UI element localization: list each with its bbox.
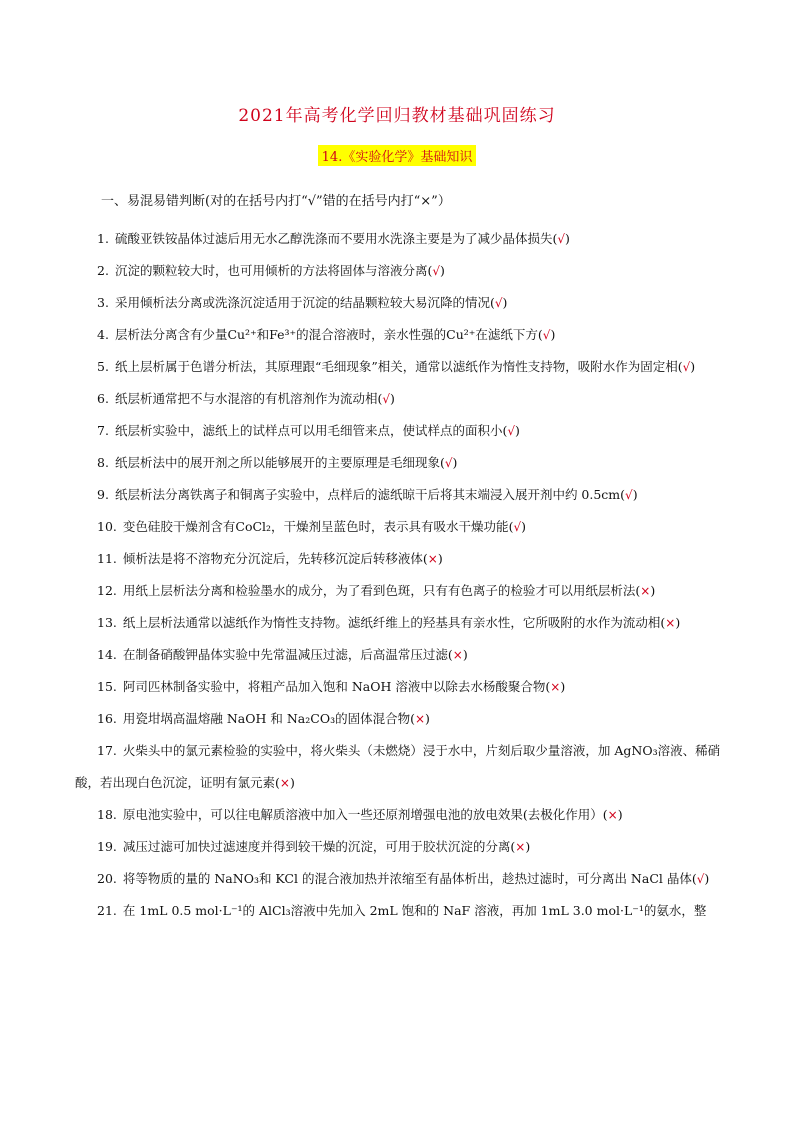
check-mark: √ [432, 264, 440, 278]
question-number: 6. [97, 391, 109, 406]
section-subtitle: 14.《实验化学》基础知识 [318, 145, 477, 166]
question-number: 3. [97, 295, 109, 310]
question-number: 15. [97, 679, 117, 694]
question-item [75, 895, 725, 927]
answer-parentheses: (√) [439, 455, 458, 470]
check-mark: √ [542, 328, 551, 342]
question-text: 阿司匹林制备实验中，将粗产品加入饱和 NaOH 溶液中以除去水杨酸聚合物 [122, 679, 546, 694]
question-text: 纸层析法分离铁离子和铜离子实验中，点样后的滤纸晾干后将其末端浸入展开剂中约 0.5cm [114, 487, 621, 502]
question-number: 2. [97, 263, 109, 278]
question-number: 10. [97, 519, 117, 534]
answer-parentheses: (√) [677, 359, 696, 374]
answer-parentheses: (√) [537, 327, 556, 342]
question-text: 层析法分离含有少量Cu²⁺和Fe³⁺的混合溶液时，亲水性强的Cu²⁺在滤纸下方 [114, 327, 538, 342]
cross-mark: × [665, 616, 676, 630]
cross-mark: × [515, 840, 526, 854]
question-text: 减压过滤可加快过滤速度并得到较干燥的沉淀，可用于胶状沉淀的分离 [122, 839, 511, 854]
answer-parentheses: (×) [275, 775, 295, 790]
question-number: 21. [97, 903, 117, 918]
check-mark: √ [494, 296, 503, 310]
question-text: 火柴头中的氯元素检验的实验中，将火柴头（未燃烧）浸于水中，片刻后取少量溶液，加 AgNO₃溶液、稀硝酸，若出现白色沉淀，证明有氯元素 [75, 743, 721, 790]
answer-parentheses: (√) [691, 871, 710, 886]
check-mark: √ [444, 456, 453, 470]
answer-parentheses: (√) [489, 295, 508, 310]
question-text: 硫酸亚铁铵晶体过滤后用无水乙醇洗涤而不要用水洗涤主要是为了减少晶体损失 [114, 231, 553, 246]
answer-parentheses: (×) [410, 711, 430, 726]
question-text: 在 1mL 0.5 mol·L⁻¹的 AlCl₃溶液中先加入 2mL 饱和的 NaF 溶液，再加 1mL 3.0 mol·L⁻¹的氨水，整 [122, 903, 707, 918]
answer-parentheses: (×) [660, 615, 681, 630]
question-text: 纸上层析属于色谱分析法，其原理跟“毛细现象”相关，通常以滤纸作为惰性支持物，吸附水作为固定相 [114, 359, 678, 374]
check-mark: √ [696, 872, 705, 886]
question-item [75, 799, 725, 831]
question-item [75, 351, 725, 383]
question-item [75, 479, 725, 511]
cross-mark: × [550, 680, 561, 694]
answer-parentheses: (√) [620, 487, 638, 502]
question-item [75, 607, 725, 639]
answer-parentheses: (√) [427, 263, 445, 278]
question-text: 变色硅胶干燥剂含有CoCl₂，干燥剂呈蓝色时，表示具有吸水干燥功能 [122, 519, 509, 534]
question-item [75, 319, 725, 351]
answer-parentheses: (×) [602, 807, 623, 822]
question-item [75, 511, 725, 543]
answer-parentheses: (√) [377, 391, 395, 406]
question-number: 8. [97, 455, 109, 470]
check-mark: √ [625, 488, 633, 502]
question-item [75, 383, 725, 415]
check-mark: √ [513, 520, 522, 534]
answer-parentheses: (√) [502, 423, 520, 438]
cross-mark: × [414, 712, 426, 726]
question-text: 倾析法是将不溶物充分沉淀后，先转移沉淀后转移液体 [122, 551, 423, 566]
question-text: 纸层析法中的展开剂之所以能够展开的主要原理是毛细现象 [114, 455, 440, 470]
question-text: 原电池实验中，可以往电解质溶液中加入一些还原剂增强电池的放电效果(去极化作用） [122, 807, 603, 822]
question-item [75, 543, 725, 575]
question-number: 7. [97, 423, 109, 438]
question-item [75, 671, 725, 703]
question-item [75, 287, 725, 319]
question-text: 采用倾析法分离或洗涤沉淀适用于沉淀的结晶颗粒较大易沉降的情况 [114, 295, 490, 310]
question-item [75, 863, 725, 895]
cross-mark: × [452, 648, 463, 662]
question-text: 纸层析通常把不与水混溶的有机溶剂作为流动相 [114, 391, 378, 406]
question-item [75, 223, 725, 255]
question-number: 19. [97, 839, 117, 854]
question-text: 用瓷坩埚高温熔融 NaOH 和 Na₂CO₃的固体混合物 [122, 711, 411, 726]
question-number: 16. [97, 711, 117, 726]
question-item [75, 575, 725, 607]
answer-parentheses: (√) [552, 231, 570, 246]
question-text: 纸层析实验中，滤纸上的试样点可以用毛细管来点，使试样点的面积小 [114, 423, 503, 438]
question-number: 1. [97, 231, 109, 246]
question-number: 9. [97, 487, 109, 502]
answer-parentheses: (×) [545, 679, 566, 694]
page-title: 2021年高考化学回归教材基础巩固练习 [238, 106, 556, 126]
question-item [75, 255, 725, 287]
cross-mark: × [640, 584, 651, 598]
question-item [75, 639, 725, 671]
check-mark: √ [507, 424, 515, 438]
subtitle-container [0, 145, 794, 166]
check-mark: √ [682, 360, 691, 374]
question-item [75, 447, 725, 479]
question-number: 5. [97, 359, 109, 374]
question-item [75, 831, 725, 863]
question-number: 17. [97, 743, 117, 758]
question-number: 11. [97, 551, 117, 566]
question-number: 4. [97, 327, 109, 342]
question-item [75, 703, 725, 735]
check-mark: √ [382, 392, 390, 406]
question-number: 20. [97, 871, 117, 886]
check-mark: √ [557, 232, 565, 246]
question-text: 沉淀的颗粒较大时，也可用倾析的方法将固体与溶液分离 [114, 263, 428, 278]
answer-parentheses: (×) [635, 583, 656, 598]
question-item [75, 415, 725, 447]
question-number: 18. [97, 807, 117, 822]
answer-parentheses: (×) [422, 551, 443, 566]
answer-parentheses: (×) [447, 647, 468, 662]
section-heading: 一、易混易错判断(对的在括号内打“√”错的在括号内打“×”） [101, 194, 451, 209]
question-list [75, 223, 725, 927]
question-text: 用纸上层析法分离和检验墨水的成分，为了看到色斑，只有有色离子的检验才可以用纸层析法 [122, 583, 636, 598]
cross-mark: × [607, 808, 618, 822]
answer-parentheses: (×) [510, 839, 531, 854]
cross-mark: × [427, 552, 438, 566]
question-text: 纸上层析法通常以滤纸作为惰性支持物。滤纸纤维上的羟基具有亲水性，它所吸附的水作为流动相 [122, 615, 661, 630]
question-number: 13. [97, 615, 117, 630]
question-text: 在制备硝酸钾晶体实验中先常温减压过滤，后高温常压过滤 [122, 647, 448, 662]
cross-mark: × [279, 776, 290, 790]
question-item [75, 735, 725, 799]
question-number: 12. [97, 583, 117, 598]
question-number: 14. [97, 647, 117, 662]
question-text: 将等物质的量的 NaNO₃和 KCl 的混合液加热并浓缩至有晶体析出，趁热过滤时，可分离出 NaCl 晶体 [122, 871, 692, 886]
answer-parentheses: (√) [508, 519, 526, 534]
